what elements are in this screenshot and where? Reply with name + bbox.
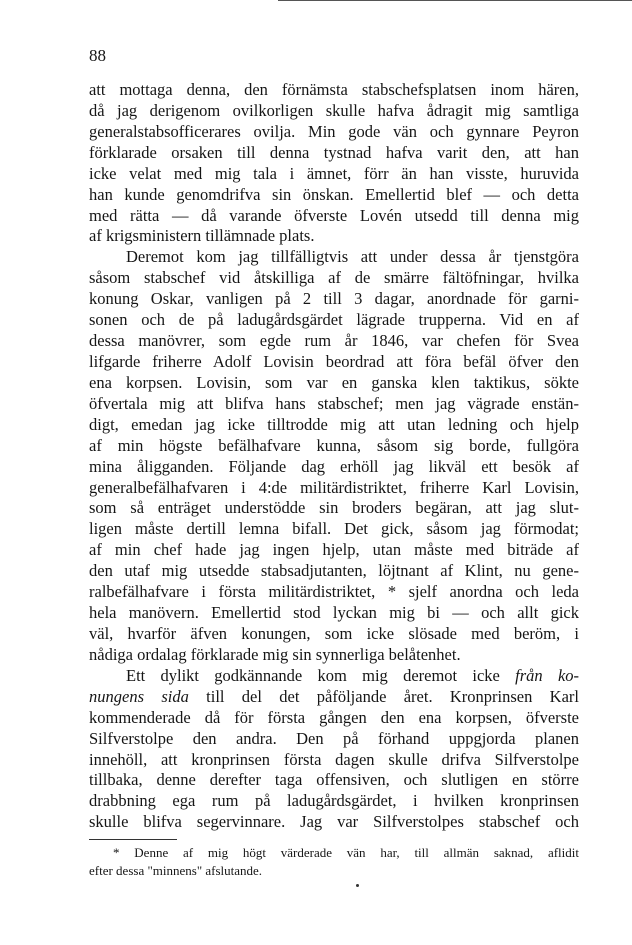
text-line: sonen och de på ladugårdsgärdet lägrade trupperna. Vid en af <box>89 310 579 330</box>
text-line: att mottaga denna, den förnämsta stabschefsplatsen inom hären, <box>89 80 579 99</box>
text-line: generalbefälhafvaren i 4:de militärdistriktet, friherre Karl Lovisin, <box>89 477 579 497</box>
text-line: såsom stabschef vid åtskilliga af de smärre fältöfningar, hvilka <box>89 268 579 288</box>
footnote-line: efter dessa "minnens" afslutande. <box>89 863 263 878</box>
text-line: tillbaka, denne derefter taga offensiven, och slutligen en större <box>89 770 579 790</box>
italic-phrase: nungens sida <box>89 686 189 706</box>
text-segment: till del det påföljande året. Kronprinsen Karl <box>206 686 579 706</box>
print-speck <box>356 884 359 887</box>
text-line: den utaf mig utsedde stabsadjutanten, löjtnant af Klint, nu gene- <box>89 561 579 581</box>
text-line: af min chef hade jag ingen hjelp, utan måste med biträde af <box>89 540 579 560</box>
footnote <box>89 844 579 880</box>
text-line: han kunde genomdrifva sin önskan. Emellertid blef — och detta <box>89 184 579 204</box>
text-line: hela manövern. Emellertid stod lyckan mig bi — och allt gick <box>89 603 579 623</box>
text-line: generalstabsofficerares ovilja. Min gode vän och gynnare Peyron <box>89 121 579 141</box>
italic-phrase: från ko- <box>515 665 579 685</box>
text-line <box>89 666 579 687</box>
text-line: väl, hvarför äfven konungen, som icke slösade med beröm, i <box>89 623 579 643</box>
text-line <box>89 687 579 708</box>
text-line: konung Oskar, vanligen på 2 till 3 dagar, anordnade för garni- <box>89 289 579 309</box>
text-line: innehöll, att kronprinsen första dagen skulle drifva Silfverstolpe <box>89 749 579 769</box>
text-line: lifgarde friherre Adolf Lovisin beordrad att föra befäl öfver den <box>89 351 579 371</box>
text-line: drabbning ega rum på ladugårdsgärdet, i hvilken kronprinsen <box>89 791 579 811</box>
footnote-rule <box>89 839 177 840</box>
footnote-line: * Denne af mig högt värderade vän har, till allmän saknad, aflidit <box>113 845 579 860</box>
text-line: mina åligganden. Följande dag erhöll jag likväl ett besök af <box>89 456 579 476</box>
text-line: ena korpsen. Lovisin, som var en ganska klen taktikus, sökte <box>89 372 579 392</box>
text-line: icke velat med mig tala i ämnet, förr än han visste, huruvida <box>89 163 579 183</box>
text-line: nådiga ordalag förklarade mig sin synnerliga belåtenhet. <box>89 644 461 664</box>
text-line: som så enträget understödde sin broders begäran, att jag slut- <box>89 498 579 518</box>
text-line: Deremot kom jag tillfälligtvis att under dessa år tjenstgöra <box>126 247 579 267</box>
top-rule <box>278 0 632 1</box>
text-line: dessa manövrer, som egde rum år 1846, var chefen för Svea <box>89 331 579 351</box>
text-line: öfvertala mig att blifva hans stabschef; men jag vägrade enstän- <box>89 393 579 413</box>
text-line: kommenderade då för första gången den ena korpsen, öfverste <box>89 707 579 727</box>
text-line: af krigsministern tillämnade plats. <box>89 226 315 246</box>
text-line: Silfverstolpe den andra. Den på förhand uppgjorda planen <box>89 728 579 748</box>
text-line: förklarade orsaken till denna tystnad hafva varit den, att han <box>89 142 579 162</box>
text-line: ralbefälhafvare i första militärdistriktet, * sjelf anordna och leda <box>89 582 579 602</box>
text-line: af min högste befälhafvare kunna, såsom sig borde, fullgöra <box>89 435 579 455</box>
page-number: 88 <box>89 46 106 65</box>
body-text <box>89 80 579 833</box>
text-line: ligen måste dertill lemna bifall. Det gick, såsom jag förmodat; <box>89 519 579 539</box>
text-line: med rätta — då varande öfverste Lovén utsedd till denna mig <box>89 205 579 225</box>
text-segment: Ett dylikt godkännande kom mig deremot icke <box>126 665 500 685</box>
text-line: då jag derigenom ovilkorligen skulle hafva ådragit mig samtliga <box>89 100 579 120</box>
text-line: skulle blifva segervinnare. Jag var Silfverstolpes stabschef och <box>89 812 579 832</box>
text-line: digt, emedan jag icke tilltrodde mig att utan ledning och hjelp <box>89 414 579 434</box>
